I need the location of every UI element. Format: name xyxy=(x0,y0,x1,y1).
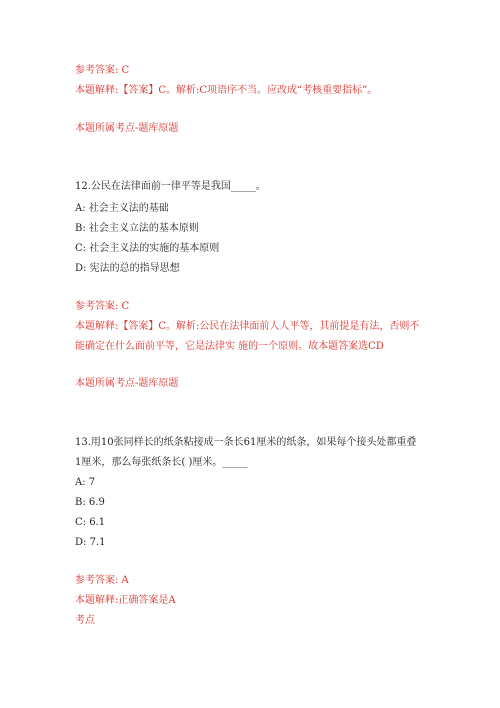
q12-source: 本题所属考点-题库原题 xyxy=(75,378,179,389)
q13-answer: 参考答案: A xyxy=(75,575,129,586)
q12-option-c: C: 社会主义法的实施的基本原则 xyxy=(75,243,220,254)
q11-answer: 参考答案: C xyxy=(75,65,130,76)
q12-stem: 12.公民在法律面前一律平等是我国_____。 xyxy=(75,181,266,192)
q13-option-b: B: 6.9 xyxy=(75,497,105,508)
q11-source: 本题所属考点-题库原题 xyxy=(75,123,179,134)
q13-option-c: C: 6.1 xyxy=(75,517,106,528)
q13-explanation: 本题解释:正确答案是A xyxy=(75,595,176,606)
q12-option-a: A: 社会主义法的基础 xyxy=(75,203,169,214)
q12-answer: 参考答案: C xyxy=(75,301,130,312)
q12-explanation-line2: 能确定在什么面前平等，它是法律实 施的一个原则。故本题答案选CD xyxy=(75,341,384,352)
q12-explanation-line1: 本题解释:【答案】C。解析:公民在法律面前人人平等，其前提是有法，否则不 xyxy=(75,321,420,332)
q13-stem-line2: 1厘米，那么每张纸条长( )厘米。_____ xyxy=(75,457,248,468)
q13-option-d: D: 7.1 xyxy=(75,537,106,548)
q13-source: 考点 xyxy=(75,615,95,626)
q13-stem-line1: 13.用10张同样长的纸条粘接成一条长61厘米的纸条，如果每个接头处都重叠 xyxy=(75,437,417,448)
q12-option-d: D: 宪法的总的指导思想 xyxy=(75,263,180,274)
q12-option-b: B: 社会主义立法的基本原则 xyxy=(75,223,199,234)
q13-option-a: A: 7 xyxy=(75,477,96,488)
q11-explanation: 本题解释:【答案】C。解析:C项语序不当。应改成“考核重要指标”。 xyxy=(75,85,378,96)
